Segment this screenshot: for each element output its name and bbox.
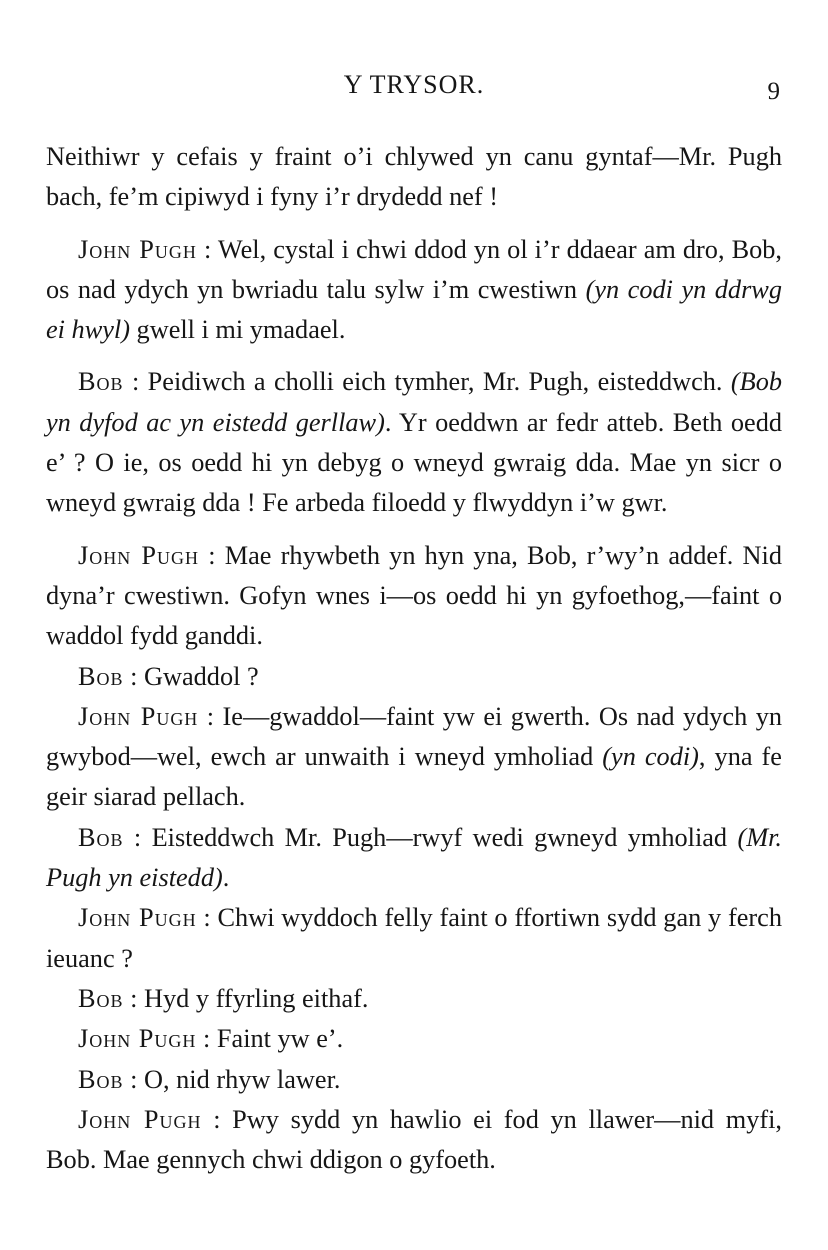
speaker-name: John Pugh: [78, 903, 197, 933]
dialogue-text: .: [222, 863, 230, 893]
stage-direction: (yn codi yn ddrwg ei hwyl): [46, 274, 783, 345]
speaker-name: Bob: [78, 367, 124, 397]
stage-direction: (Mr. Pugh yn eistedd): [46, 822, 782, 893]
speaker-name: John Pugh: [78, 1024, 197, 1054]
dialogue-text: : Ie—gwaddol—faint yw ei gwerth. Os nad ydych yn gwybod—wel, ewch ar unwaith i wneyd ymholiad: [46, 701, 782, 772]
stage-direction: (yn codi): [602, 742, 699, 772]
dialogue-paragraph: [46, 898, 782, 979]
page-header: [0, 70, 828, 110]
dialogue-paragraph: [46, 362, 782, 523]
speaker-name: John Pugh: [78, 234, 197, 264]
dialogue-text: Neithiwr y cefais y fraint o’i chlywed yn canu gyntaf—Mr. Pugh bach, fe’m cipiwyd i fyny i’r drydedd nef !: [46, 142, 782, 212]
dialogue-text: : Chwi wyddoch felly faint o ffortiwn sydd gan y ferch ieuanc ?: [46, 903, 782, 973]
dialogue-text: gwell i mi ymadael.: [129, 315, 346, 345]
speaker-name: Bob: [78, 661, 124, 691]
dialogue-text: : Gwaddol ?: [123, 661, 259, 691]
dialogue-text: : Wel, cystal i chwi ddod yn ol i’r ddaear am dro, Bob, os nad ydych yn bwriadu talu sylw i’m cwestiwn: [46, 234, 782, 304]
dialogue-text: . Yr oeddwn ar fedr atteb. Beth oedd e’ ? O ie, os oedd hi yn debyg o wneyd gwraig dda. Mae yn sicr o wneyd gwraig dda ! Fe arbeda filoedd y flwyddyn i’w gwr.: [46, 407, 782, 518]
speaker-name: Bob: [78, 822, 124, 852]
speaker-name: Bob: [78, 1064, 124, 1094]
dialogue-paragraph: [46, 536, 782, 657]
dialogue-text: : Pwy sydd yn hawlio ei fod yn llawer—nid myfi, Bob. Mae gennych chwi ddigon o gyfoeth.: [46, 1104, 782, 1175]
page-number: 9: [767, 78, 780, 105]
dialogue-text: : O, nid rhyw lawer.: [123, 1064, 341, 1094]
dialogue-paragraph: [46, 657, 782, 697]
dialogue-paragraph: [46, 137, 782, 218]
dialogue-paragraph: [46, 230, 782, 351]
dialogue-paragraph: [46, 818, 782, 899]
speaker-name: John Pugh: [78, 701, 199, 731]
speaker-name: Bob: [78, 983, 124, 1013]
dialogue-text: : Hyd y ffyrling eithaf.: [123, 983, 369, 1013]
dialogue-text: : Faint yw e’.: [196, 1024, 344, 1054]
dialogue-paragraph: [46, 1060, 782, 1100]
dialogue-paragraph: [46, 1019, 782, 1059]
dialogue-text: , yna fe geir siarad pellach.: [46, 742, 782, 812]
dialogue-text: : Mae rhywbeth yn hyn yna, Bob, r’wy’n addef. Nid dyna’r cwestiwn. Gofyn wnes i—os oedd hi yn gyfoethog,—faint o waddol fydd ganddi.: [46, 540, 782, 651]
running-title: Y TRYSOR.: [343, 70, 485, 99]
speaker-name: John Pugh: [78, 1104, 202, 1134]
speaker-name: John Pugh: [78, 540, 200, 570]
dialogue-text: : Peidiwch a cholli eich tymher, Mr. Pugh, eisteddwch.: [123, 367, 731, 397]
dialogue-paragraph: [46, 979, 782, 1019]
dialogue-text: : Eisteddwch Mr. Pugh—rwyf wedi gwneyd ymholiad: [123, 822, 738, 852]
dialogue-paragraph: [46, 697, 782, 818]
dialogue-paragraph: [46, 1100, 782, 1181]
body-text: [46, 137, 782, 1180]
stage-direction: (Bob yn dyfod ac yn eistedd gerllaw): [46, 367, 782, 437]
